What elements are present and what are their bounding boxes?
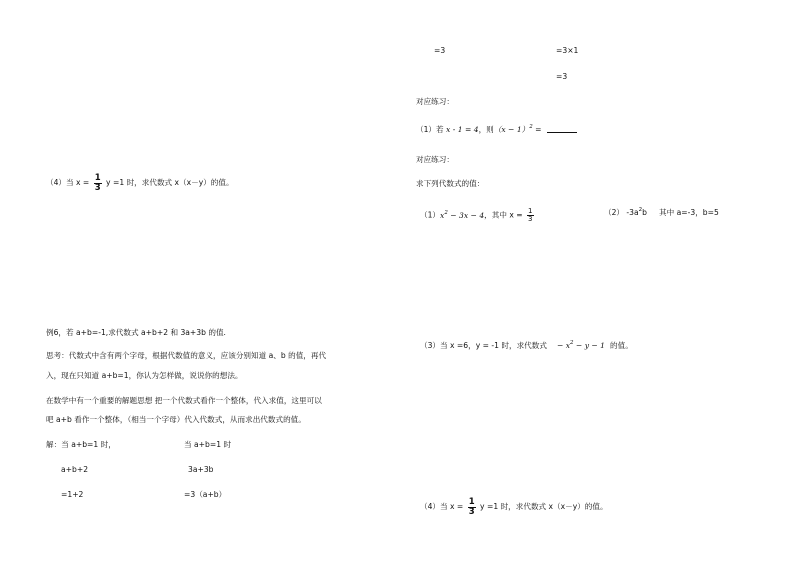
r4-prefix: （4）当 x = <box>420 502 466 511</box>
example-6: 例6，若 a+b=-1,求代数式 a+b+2 和 3a+3b 的值. <box>46 328 226 337</box>
evaluate-heading: 求下列代数式的值： <box>416 179 485 188</box>
r4-frac-den: 3 <box>468 506 475 517</box>
r1-frac-num: 1 <box>528 207 533 215</box>
think-line-1: 思考：代数式中含有两个字母，根据代数值的意义，应该分别知道 a、b 的值，再代 <box>46 351 327 360</box>
idea-line-2: 吧 a+b 看作一个整体，（相当一个字母）代入代数式，从而求出代数式的值。 <box>46 415 306 424</box>
exercise-4 <box>420 498 608 516</box>
p1-then: ，则 <box>478 125 494 134</box>
practice-heading-2: 对应练习： <box>416 155 454 164</box>
r2-rest: b <box>642 208 647 217</box>
eq-right-4: =3 <box>556 72 568 81</box>
r4-fraction <box>468 498 476 516</box>
eq-right-3: =3×1 <box>556 46 579 55</box>
solution-left: 解：当 a+b=1 时， <box>46 440 116 449</box>
expr-left-1: a+b+2 <box>61 465 89 474</box>
r3-text: （3）当 x =6，y = -1 时，求代数式 <box>420 341 547 350</box>
exercise-2 <box>604 209 719 217</box>
left-q4 <box>46 174 234 192</box>
r3-expr-a: − x <box>556 341 571 350</box>
r2-where: 其中 a=-3，b=5 <box>659 208 719 217</box>
left-q4-fraction <box>94 174 102 192</box>
r3-expr <box>557 341 605 350</box>
exercise-3 <box>420 342 633 350</box>
p1-exponent: 2 <box>529 124 533 130</box>
r3-expr-b: − y − 1 <box>573 341 606 350</box>
p1-expr-base: （x − 1） <box>493 125 530 134</box>
expr-left-2: =1+2 <box>61 490 84 499</box>
r4-frac-num: 1 <box>468 497 475 507</box>
r2-exponent: 2 <box>638 207 643 213</box>
left-q4-middle: y =1 时，求代数式 x（x－y）的值。 <box>103 178 234 187</box>
p1-expr <box>494 125 544 134</box>
left-q4-frac-den: 3 <box>94 182 101 193</box>
r1-expr <box>440 211 484 220</box>
think-line-2: 入，现在只知道 a+b=1，你认为怎样做，说说你的想法。 <box>46 371 243 380</box>
p1-equals: = <box>532 125 544 134</box>
practice-heading-1: 对应练习： <box>416 97 454 106</box>
expr-right-2: =3（a+b） <box>184 490 227 499</box>
r1-where: ，其中 x = <box>484 210 526 220</box>
left-q4-frac-num: 1 <box>94 173 101 183</box>
answer-blank <box>547 132 577 133</box>
expr-right-1: 3a+3b <box>188 465 214 474</box>
exercise-1 <box>420 208 536 223</box>
r2-prefix: （2） -3a <box>604 208 639 217</box>
p1-prefix: （1）若 <box>416 125 447 134</box>
r4-middle: y =1 时，求代数式 x（x－y）的值。 <box>477 502 608 511</box>
eq-left-3: =3 <box>434 46 446 55</box>
r3-exponent: 2 <box>570 340 574 346</box>
r1-prefix: （1） <box>420 210 441 220</box>
p1-condition: x - 1 = 4 <box>446 125 479 134</box>
left-q4-prefix: （4）当 x = <box>46 178 92 187</box>
r3-end: 的值。 <box>610 341 633 350</box>
r1-x: x <box>440 210 445 220</box>
idea-line-1: 在数学中有一个重要的解题思想 把一个代数式看作一个整体，代入求值，这里可以 <box>46 396 322 405</box>
r1-exponent: 2 <box>444 209 448 216</box>
solution-right: 当 a+b=1 时 <box>184 440 232 449</box>
r1-rest: − 3x − 4 <box>447 210 485 220</box>
r1-fraction <box>527 208 533 223</box>
practice-1 <box>416 126 577 134</box>
r1-frac-den: 3 <box>528 215 533 223</box>
